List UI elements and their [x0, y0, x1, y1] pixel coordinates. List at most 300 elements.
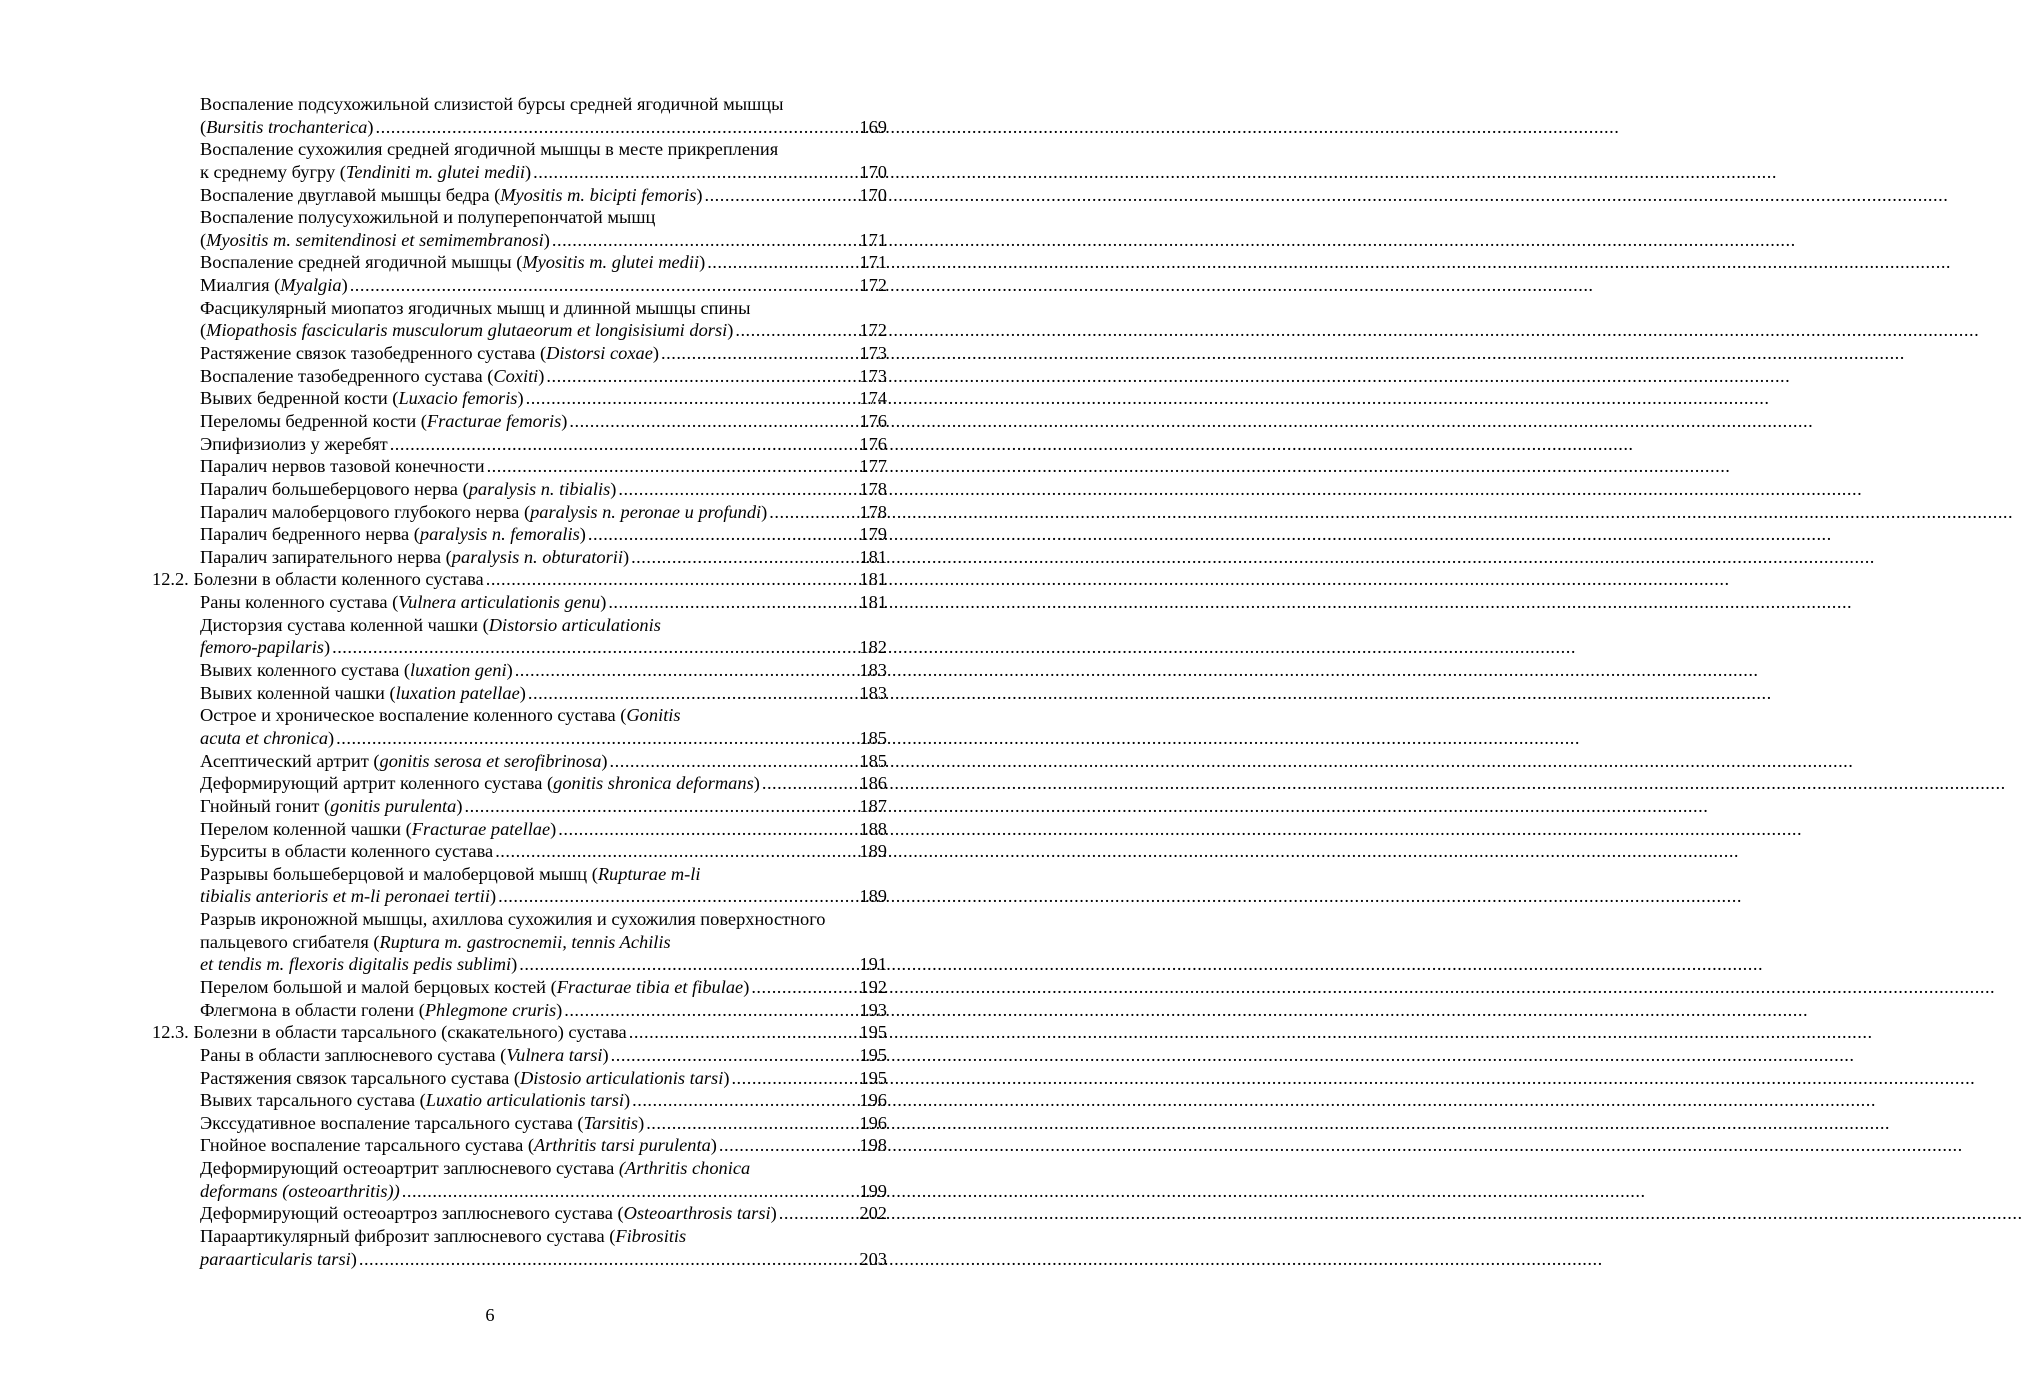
- title-text: ): [511, 954, 518, 975]
- dot-leader: [402, 1180, 858, 1203]
- latin-term: tibialis anterioris et m-li peronaei tertii: [200, 886, 490, 907]
- toc-entry[interactable]: [152, 1044, 887, 1067]
- toc-entry-title: [200, 1112, 644, 1135]
- toc-entry[interactable]: [152, 614, 887, 659]
- dot-leader: [611, 1044, 858, 1067]
- toc-entry[interactable]: [152, 840, 887, 863]
- toc-entry-title: [200, 161, 531, 184]
- title-text: ): [350, 1248, 357, 1269]
- dot-leader: [707, 251, 857, 274]
- title-text: Паралич нервов тазовой конечности: [200, 456, 485, 477]
- latin-term: deformans (osteoarthritis)): [200, 1180, 400, 1201]
- toc-line: [152, 319, 887, 342]
- title-text: ): [489, 886, 497, 907]
- title-text: Бурситы в области коленного сустава: [200, 841, 494, 862]
- latin-term: luxation patellae: [395, 682, 520, 703]
- dot-leader: [533, 161, 857, 184]
- dot-leader: [646, 1112, 857, 1135]
- title-text: Растяжения связок тарсального сустава (: [200, 1067, 520, 1088]
- toc-entry-title: [200, 795, 462, 818]
- title-text: ): [761, 501, 768, 522]
- latin-term: Miopathosis fascicularis musculorum glutaeorum et longisisiumi dorsi: [206, 320, 728, 341]
- title-text: Воспаление подсухожильной слизистой бурсы средней ягодичной мышцы: [200, 94, 784, 114]
- toc-line: [152, 999, 887, 1022]
- title-text: ): [600, 592, 607, 613]
- toc-line: [152, 116, 887, 139]
- toc-entry[interactable]: [152, 410, 887, 433]
- toc-line: [152, 1044, 887, 1067]
- toc-page-number: 193: [859, 999, 887, 1020]
- latin-term: Myositis m. glutei medii: [522, 252, 700, 273]
- toc-entry-title: [200, 1134, 717, 1157]
- dot-leader: [608, 591, 857, 614]
- toc-page-number: 172: [859, 275, 887, 296]
- toc-page-number: 188: [859, 818, 887, 839]
- toc-entry-title: [200, 1202, 777, 1225]
- latin-term: Myositis m. bicipti femoris: [500, 184, 697, 205]
- dot-leader: [528, 682, 858, 705]
- toc-line: [152, 953, 887, 976]
- toc-entry[interactable]: [152, 908, 887, 976]
- title-text: ): [538, 365, 545, 386]
- toc-page-number: 178: [859, 501, 887, 522]
- title-text: Вывих бедренной кости (: [200, 388, 399, 409]
- toc-page-number: 172: [859, 320, 887, 341]
- latin-term: Phlegmone cruris: [424, 999, 557, 1020]
- latin-term: Tarsitis: [583, 1112, 639, 1133]
- toc-entry[interactable]: [152, 1112, 887, 1135]
- toc-entry-title: [200, 908, 825, 931]
- title-text: Разрыв икроножной мышцы, ахиллова сухожилия и сухожилия поверхностного: [200, 909, 826, 930]
- toc-entry[interactable]: [152, 387, 887, 410]
- toc-page-number: 178: [859, 478, 887, 499]
- toc-entry-title: [200, 184, 702, 207]
- toc-page-number: 187: [859, 795, 887, 816]
- dot-leader: [569, 410, 857, 433]
- toc-entry-title: [200, 999, 562, 1022]
- toc-page-number: 182: [859, 637, 887, 658]
- latin-term: Rupturae m-li: [597, 863, 701, 884]
- title-text: Экссудативное воспаление тарсального сустава (: [200, 1112, 584, 1133]
- toc-line: [152, 704, 887, 727]
- toc-line: [152, 206, 887, 229]
- dot-leader: [376, 116, 858, 139]
- title-text: ): [696, 184, 703, 205]
- latin-term: Osteoarthrosis tarsi: [623, 1203, 771, 1224]
- toc-page-number: 196: [859, 1112, 887, 1133]
- toc-entry[interactable]: [152, 1134, 887, 1157]
- document-page: [0, 0, 980, 1386]
- latin-term: Distorsio articulationis: [488, 614, 661, 635]
- page-number: 6: [485, 1305, 495, 1325]
- toc-line: [152, 229, 887, 252]
- latin-term: Arthritis tarsi purulenta: [534, 1135, 711, 1156]
- dot-leader: [632, 1089, 857, 1112]
- latin-term: Myalgia: [280, 275, 342, 296]
- title-text: к среднему бугру (: [200, 161, 346, 182]
- toc-entry[interactable]: [152, 591, 887, 614]
- toc-entry[interactable]: [152, 750, 887, 773]
- toc-line: [152, 727, 887, 750]
- toc-entry-title: [200, 636, 330, 659]
- title-text: Воспаление средней ягодичной мышцы (: [200, 252, 523, 273]
- title-text: ): [519, 682, 526, 703]
- title-text: ): [710, 1135, 717, 1156]
- latin-term: et tendis m. flexoris digitalis pedis sublimi: [200, 954, 512, 975]
- latin-term: gonitis serosa et serofibrinosa: [379, 750, 602, 771]
- latin-term: Fracturae femoris: [426, 410, 562, 431]
- toc-line: [152, 523, 887, 546]
- toc-page-number: 173: [859, 343, 887, 364]
- latin-term: Ruptura m. gastrocnemii, tennis Achilis: [379, 931, 671, 952]
- toc-page-number: 183: [859, 660, 887, 681]
- toc-line: [152, 976, 887, 999]
- toc-entry-title: [152, 1021, 627, 1044]
- toc-entry[interactable]: [152, 682, 887, 705]
- toc-entry-title: [200, 818, 556, 841]
- toc-page-number: 195: [859, 1067, 887, 1088]
- toc-entry[interactable]: [152, 818, 887, 841]
- toc-entry[interactable]: [152, 704, 887, 749]
- toc-entry-title: [200, 750, 608, 773]
- toc-entry[interactable]: [152, 795, 887, 818]
- title-text: 12.2. Болезни в области коленного сустава: [152, 569, 484, 590]
- toc-line: [152, 93, 887, 116]
- toc-entry-title: [200, 93, 783, 116]
- toc-entry[interactable]: [152, 976, 887, 999]
- toc-line: [152, 297, 887, 320]
- toc-section-entry[interactable]: [152, 1021, 887, 1044]
- title-text: ): [743, 976, 750, 997]
- toc-entry[interactable]: [152, 999, 887, 1022]
- latin-term: paraarticularis tarsi: [200, 1248, 351, 1269]
- toc-page-number: 202: [859, 1203, 887, 1224]
- toc-entry[interactable]: [152, 93, 887, 138]
- dot-leader: [610, 750, 858, 773]
- toc-entry[interactable]: [152, 274, 887, 297]
- dot-leader: [552, 229, 858, 252]
- toc-line: [152, 1157, 887, 1180]
- latin-term: Distorsi coxae: [546, 343, 653, 364]
- latin-term: Myositis m. semitendinosi et semimembranosi: [206, 229, 544, 250]
- toc-entry[interactable]: [152, 297, 887, 342]
- toc-page-number: 176: [859, 410, 887, 431]
- toc-entry-title: [200, 1044, 609, 1067]
- toc-section-entry[interactable]: [152, 568, 887, 591]
- dot-leader: [515, 659, 858, 682]
- toc-line: [152, 863, 887, 886]
- dot-leader: [762, 772, 858, 795]
- latin-term: femoro-papilaris: [200, 637, 324, 658]
- toc-line: [152, 840, 887, 863]
- toc-page-number: 195: [859, 1044, 887, 1065]
- toc-line: [152, 1202, 887, 1225]
- dot-leader: [769, 501, 857, 524]
- title-text: ): [556, 999, 563, 1020]
- title-text: Переломы бедренной кости (: [200, 410, 427, 431]
- title-text: Эпифизиолиз у жеребят: [200, 433, 388, 454]
- title-text: Асептический артрит (: [200, 750, 380, 771]
- toc-entry-title: [200, 591, 606, 614]
- title-text: ): [624, 1090, 631, 1111]
- latin-term: (Arthritis chonica: [618, 1158, 751, 1179]
- latin-term: Tendiniti m. glutei medii: [345, 161, 526, 182]
- latin-term: paralysis n. obturatorii: [451, 546, 623, 567]
- toc-line: [152, 433, 887, 456]
- title-text: ): [543, 229, 550, 250]
- latin-term: Luxacio femoris: [398, 388, 518, 409]
- toc-line: [152, 1089, 887, 1112]
- title-text: Воспаление полусухожильной и полуперепончатой мышц: [200, 207, 656, 228]
- dot-leader: [631, 546, 857, 569]
- title-text: Разрывы большеберцовой и малоберцовой мышц (: [200, 863, 598, 884]
- dot-leader: [618, 478, 857, 501]
- toc-line: [152, 1112, 887, 1135]
- toc-entry-title: [200, 1067, 729, 1090]
- toc-line: [152, 636, 887, 659]
- title-text: ): [328, 727, 335, 748]
- latin-term: Distosio articulationis tarsi: [519, 1067, 724, 1088]
- title-text: ): [506, 660, 513, 681]
- dot-leader: [498, 885, 857, 908]
- toc-entry-title: [200, 501, 767, 524]
- toc-entry[interactable]: [152, 1157, 887, 1202]
- toc-line: [152, 795, 887, 818]
- title-text: ): [723, 1067, 730, 1088]
- toc-line: [152, 659, 887, 682]
- title-text: ): [323, 637, 331, 658]
- toc-page-number: 192: [859, 976, 887, 997]
- title-text: Паралич малоберцового глубокого нерва (: [200, 501, 531, 522]
- title-text: Паралич бедренного нерва (: [200, 524, 420, 545]
- toc-entry[interactable]: [152, 433, 887, 456]
- title-text: ): [622, 546, 630, 567]
- toc-entry[interactable]: [152, 1089, 887, 1112]
- dot-leader: [779, 1202, 858, 1225]
- toc-entry-title: [200, 116, 374, 139]
- toc-page-number: 169: [859, 116, 887, 137]
- title-text: ): [770, 1203, 777, 1224]
- toc-entry-title: [200, 297, 751, 320]
- dot-leader: [495, 840, 857, 863]
- title-text: ): [525, 161, 532, 182]
- title-text: Деформирующий остеоартроз заплюсневого сустава (: [200, 1203, 624, 1224]
- toc-line: [152, 342, 887, 365]
- toc-entry-title: [200, 410, 567, 433]
- title-text: (: [200, 229, 207, 250]
- toc-page-number: 170: [859, 184, 887, 205]
- dot-leader: [661, 342, 857, 365]
- title-text: (: [200, 320, 207, 341]
- title-text: 12.3. Болезни в области тарсального (скакательного) сустава: [152, 1022, 627, 1043]
- title-text: (: [200, 116, 207, 137]
- toc-entry[interactable]: [152, 863, 887, 908]
- toc-entry-title: [152, 568, 484, 591]
- title-text: ): [652, 343, 660, 364]
- toc-entry-title: [200, 342, 659, 365]
- toc-entry[interactable]: [152, 455, 887, 478]
- toc-entry-title: [200, 387, 524, 410]
- toc-page-number: 185: [859, 727, 887, 748]
- latin-term: acuta et chronica: [200, 727, 329, 748]
- toc-entry-title: [200, 976, 749, 999]
- toc-line: [152, 1134, 887, 1157]
- title-text: ): [550, 818, 557, 839]
- title-text: ): [601, 750, 608, 771]
- toc-entry-title: [200, 614, 661, 637]
- dot-leader: [350, 274, 858, 297]
- toc-entry[interactable]: [152, 772, 887, 795]
- toc-entry-title: [200, 274, 348, 297]
- title-text: Гнойное воспаление тарсального сустава (: [200, 1135, 534, 1156]
- title-text: ): [727, 320, 734, 341]
- toc-entry[interactable]: [152, 501, 887, 524]
- toc-entry[interactable]: [152, 251, 887, 274]
- toc-entry-title: [200, 704, 681, 727]
- toc-entry-title: [200, 682, 526, 705]
- toc-entry-title: [200, 1225, 686, 1248]
- latin-term: gonitis purulenta: [330, 795, 457, 816]
- toc-entry[interactable]: [152, 184, 887, 207]
- toc-entry-title: [200, 365, 544, 388]
- title-text: Фасцикулярный миопатоз ягодичных мышц и длинной мышцы спины: [200, 297, 751, 318]
- toc-entry-title: [200, 1180, 400, 1203]
- dot-leader: [526, 387, 858, 410]
- toc-entry-title: [200, 772, 760, 795]
- toc-page-number: 199: [859, 1180, 887, 1201]
- dot-leader: [519, 953, 857, 976]
- toc-line: [152, 387, 887, 410]
- toc-page-number: 170: [859, 161, 887, 182]
- toc-line: [152, 885, 887, 908]
- toc-page-number: 171: [859, 229, 887, 250]
- toc-entry[interactable]: [152, 1067, 887, 1090]
- dot-leader: [719, 1134, 858, 1157]
- toc-entry-title: [200, 478, 616, 501]
- toc-page-number: 181: [859, 546, 887, 567]
- dot-leader: [487, 455, 858, 478]
- toc-line: [152, 1180, 887, 1203]
- title-text: Паралич большеберцового нерва (: [200, 478, 469, 499]
- toc-entry-title: [200, 546, 629, 569]
- toc-entry[interactable]: [152, 546, 887, 569]
- toc-entry-title: [200, 931, 671, 954]
- toc-entry[interactable]: [152, 523, 887, 546]
- toc-entry-title: [200, 229, 550, 252]
- dot-leader: [558, 818, 857, 841]
- toc-line: [152, 365, 887, 388]
- title-text: Перелом коленной чашки (: [200, 818, 412, 839]
- dot-leader: [390, 433, 858, 456]
- toc-page-number: 181: [859, 569, 887, 590]
- title-text: пальцевого сгибателя (: [200, 931, 380, 952]
- title-text: Деформирующий остеоартрит заплюсневого сустава: [200, 1158, 619, 1179]
- title-text: ): [753, 773, 760, 794]
- dot-leader: [704, 184, 857, 207]
- latin-term: Vulnera tarsi: [506, 1044, 603, 1065]
- toc-page-number: 173: [859, 365, 887, 386]
- toc-line: [152, 1067, 887, 1090]
- toc-entry[interactable]: [152, 206, 887, 251]
- toc-line: [152, 818, 887, 841]
- toc-entry[interactable]: [152, 1202, 887, 1225]
- title-text: Растяжение связок тазобедренного сустава (: [200, 343, 547, 364]
- toc-entry[interactable]: [152, 659, 887, 682]
- latin-term: paralysis n. tibialis: [468, 478, 611, 499]
- toc-entry-title: [200, 727, 334, 750]
- title-text: ): [367, 116, 374, 137]
- toc-entry-title: [200, 953, 517, 976]
- dot-leader: [359, 1248, 858, 1271]
- toc-page-number: 198: [859, 1135, 887, 1156]
- title-text: ): [561, 410, 568, 431]
- toc-line: [152, 161, 887, 184]
- toc-page-number: 183: [859, 682, 887, 703]
- toc-entry-title: [200, 1157, 750, 1180]
- toc-entry[interactable]: [152, 1225, 887, 1270]
- toc-entry-title: [200, 840, 493, 863]
- toc-page-number: 189: [859, 886, 887, 907]
- toc-entry-title: [200, 251, 705, 274]
- toc-entry[interactable]: [152, 365, 887, 388]
- title-text: Воспаление тазобедренного сустава (: [200, 365, 494, 386]
- toc-entry-title: [200, 206, 655, 229]
- toc-entry-title: [200, 1248, 357, 1271]
- toc-page-number: 189: [859, 841, 887, 862]
- title-text: ): [456, 795, 463, 816]
- title-text: Параартикулярный фиброзит заплюсневого сустава (: [200, 1226, 616, 1247]
- latin-term: Gonitis: [626, 705, 681, 726]
- dot-leader: [735, 319, 857, 342]
- toc-entry-title: [200, 319, 733, 342]
- title-text: Вывих коленного сустава (: [200, 660, 411, 681]
- toc-entry-title: [200, 523, 586, 546]
- toc-page-number: 177: [859, 456, 887, 477]
- toc-entry-title: [200, 138, 778, 161]
- dot-leader: [731, 1067, 857, 1090]
- latin-term: Coxiti: [493, 365, 539, 386]
- toc-line: [152, 1021, 887, 1044]
- toc-entry-title: [200, 885, 496, 908]
- dot-leader: [486, 568, 858, 591]
- toc-line: [152, 568, 887, 591]
- toc-entry-title: [200, 1089, 630, 1112]
- toc-line: [152, 274, 887, 297]
- title-text: Раны коленного сустава (: [200, 592, 399, 613]
- toc-entry[interactable]: [152, 478, 887, 501]
- title-text: Вывих коленной чашки (: [200, 682, 396, 703]
- toc-entry[interactable]: [152, 342, 887, 365]
- title-text: Дисторзия сустава коленной чашки (: [200, 614, 489, 635]
- title-text: ): [602, 1044, 609, 1065]
- latin-term: Vulnera articulationis genu: [398, 592, 601, 613]
- toc-line: [152, 682, 887, 705]
- toc-entry[interactable]: [152, 138, 887, 183]
- toc-page-number: 186: [859, 773, 887, 794]
- toc-page-number: 185: [859, 750, 887, 771]
- title-text: ): [638, 1112, 645, 1133]
- toc-line: [152, 1225, 887, 1248]
- toc-line: [152, 750, 887, 773]
- toc-line: [152, 546, 887, 569]
- title-text: Раны в области заплюсневого сустава (: [200, 1044, 507, 1065]
- dot-leader: [332, 636, 857, 659]
- dot-leader: [546, 365, 857, 388]
- toc-entry-title: [200, 433, 388, 456]
- latin-term: Fracturae tibia et fibulae: [556, 976, 744, 997]
- toc-line: [152, 455, 887, 478]
- toc-line: [152, 772, 887, 795]
